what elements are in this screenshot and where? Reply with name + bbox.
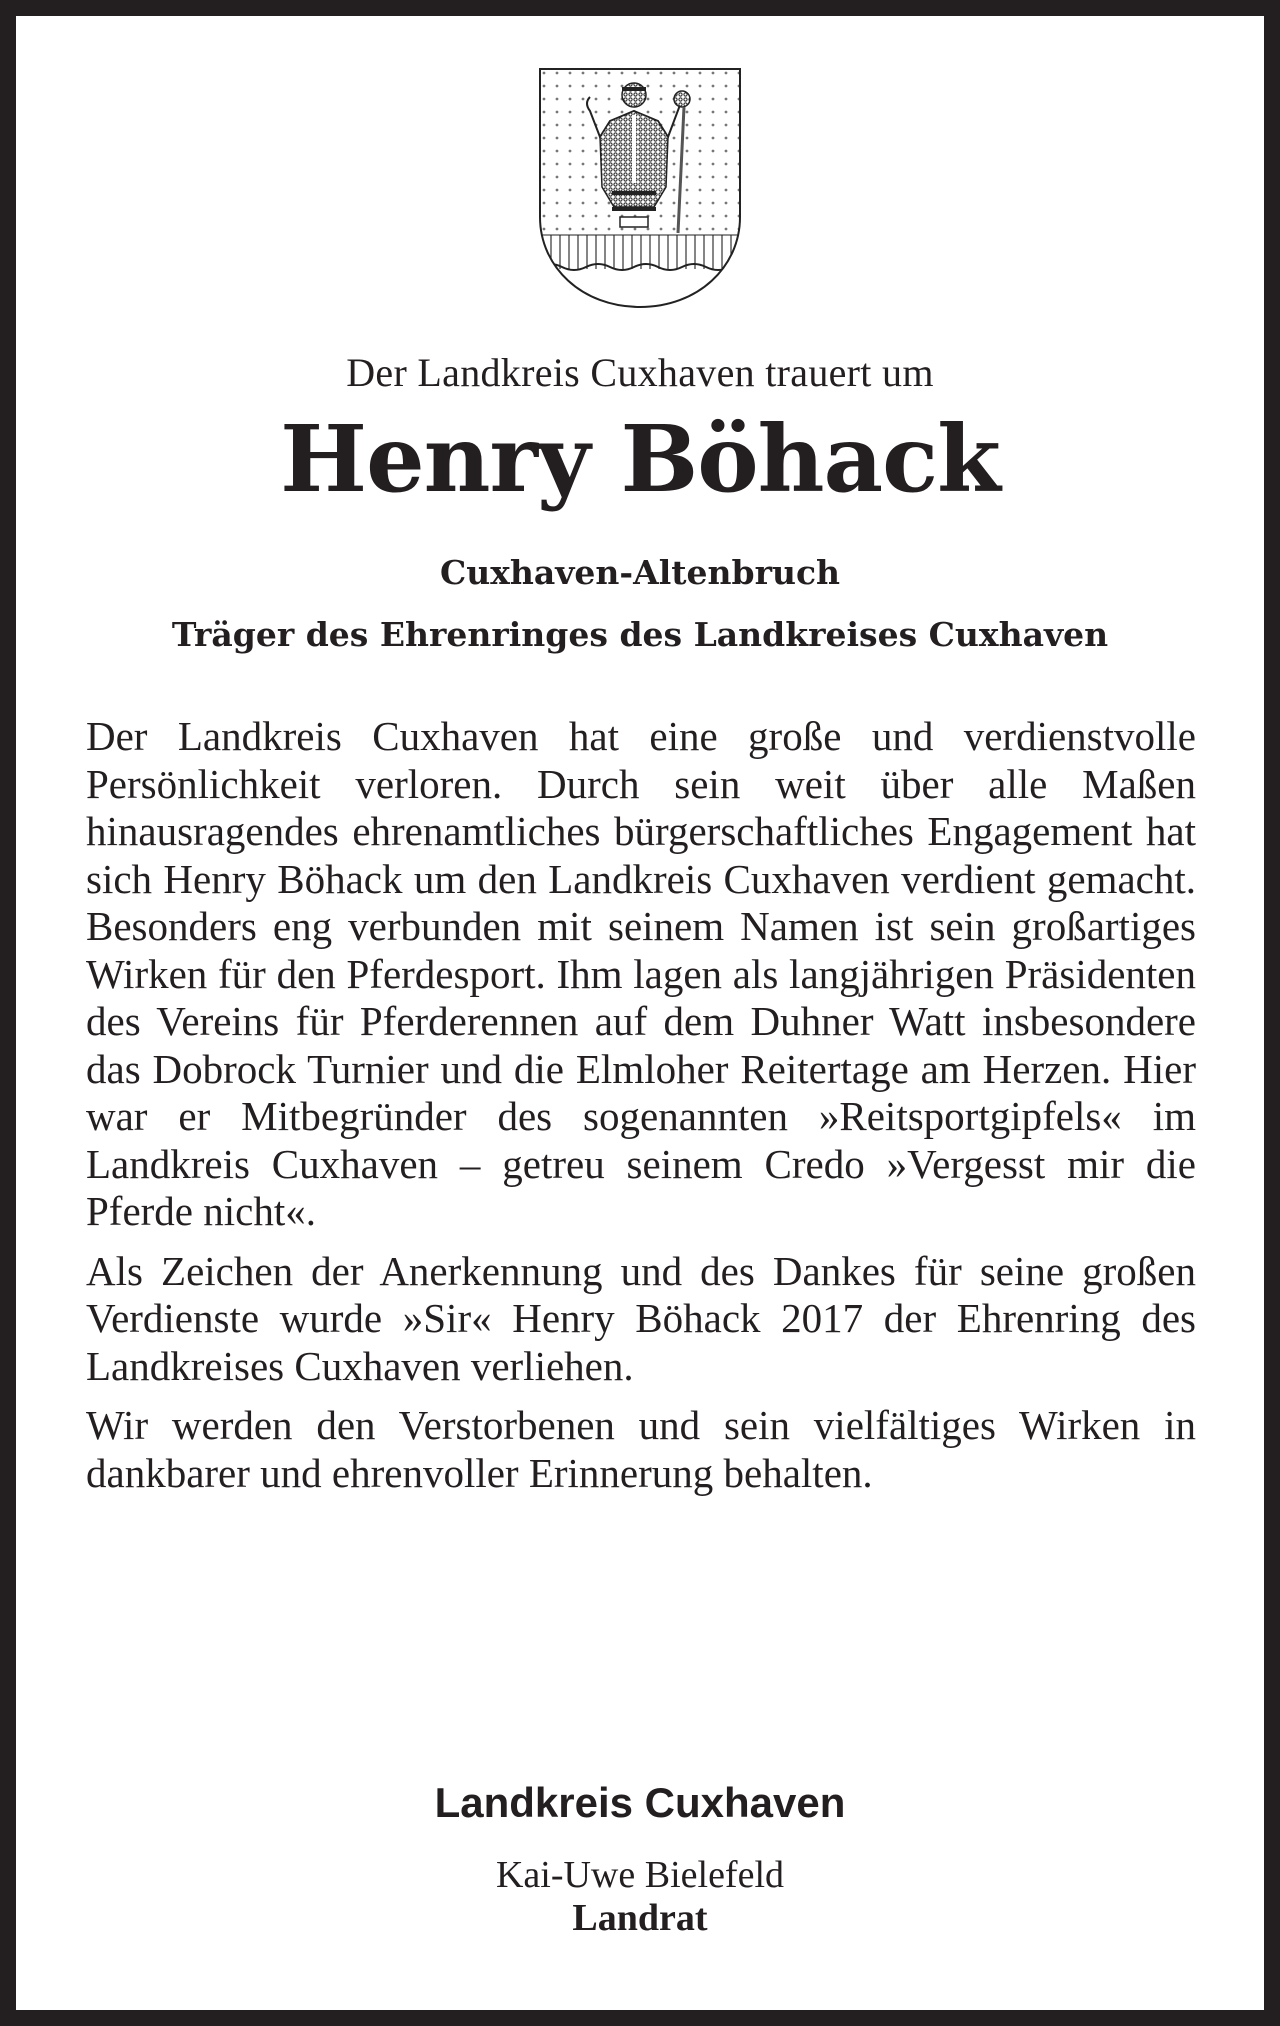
obituary-notice xyxy=(16,16,1264,2010)
organization-signature: Landkreis Cuxhaven xyxy=(434,1779,846,1826)
coat-of-arms-icon xyxy=(538,67,742,309)
intro-line: Der Landkreis Cuxhaven trauert um xyxy=(346,350,934,395)
body-paragraph: Wir werden den Verstorbenen und sein vielfältiges Wirken in dankbarer und ehrenvoller Erinnerung behalten. xyxy=(86,1402,1196,1496)
signer-name: Kai-Uwe Bielefeld xyxy=(495,1854,785,1896)
body-text xyxy=(86,713,1196,1509)
honor-line: Träger des Ehrenringes des Landkreises Cuxhaven xyxy=(171,615,1109,654)
body-paragraph: Der Landkreis Cuxhaven hat eine große und verdienstvolle Persönlichkeit verloren. Durch sein weit über alle Maßen hinausragendes ehrenamtliches bürgerschaftliches Engagement hat sich Henry Böhack um den Landkreis Cuxhaven verdient gemacht. Besonders eng verbunden mit seinem Namen ist sein großartiges Wirken für den Pferdesport. Ihm lagen als langjährigen Präsidenten des Vereins für Pferderennen auf dem Duhner Watt insbesondere das Dobrock Turnier und die Elmloher Reitertage am Herzen. Hier war er Mitbegründer des sogenannten »Reitsportgipfels« im Landkreis Cuxhaven – getreu seinem Credo »Vergesst mir die Pferde nicht«. xyxy=(86,713,1196,1234)
deceased-name: Henry Böhack xyxy=(280,405,1000,513)
body-paragraph: Als Zeichen der Anerkennung und des Dankes für seine großen Verdienste wurde »Sir« Henry Böhack 2017 der Ehrenring des Landkreises Cuxhaven verliehen. xyxy=(86,1247,1196,1389)
hometown: Cuxhaven-Altenbruch xyxy=(439,553,841,592)
signer-title: Landrat xyxy=(572,1897,708,1939)
